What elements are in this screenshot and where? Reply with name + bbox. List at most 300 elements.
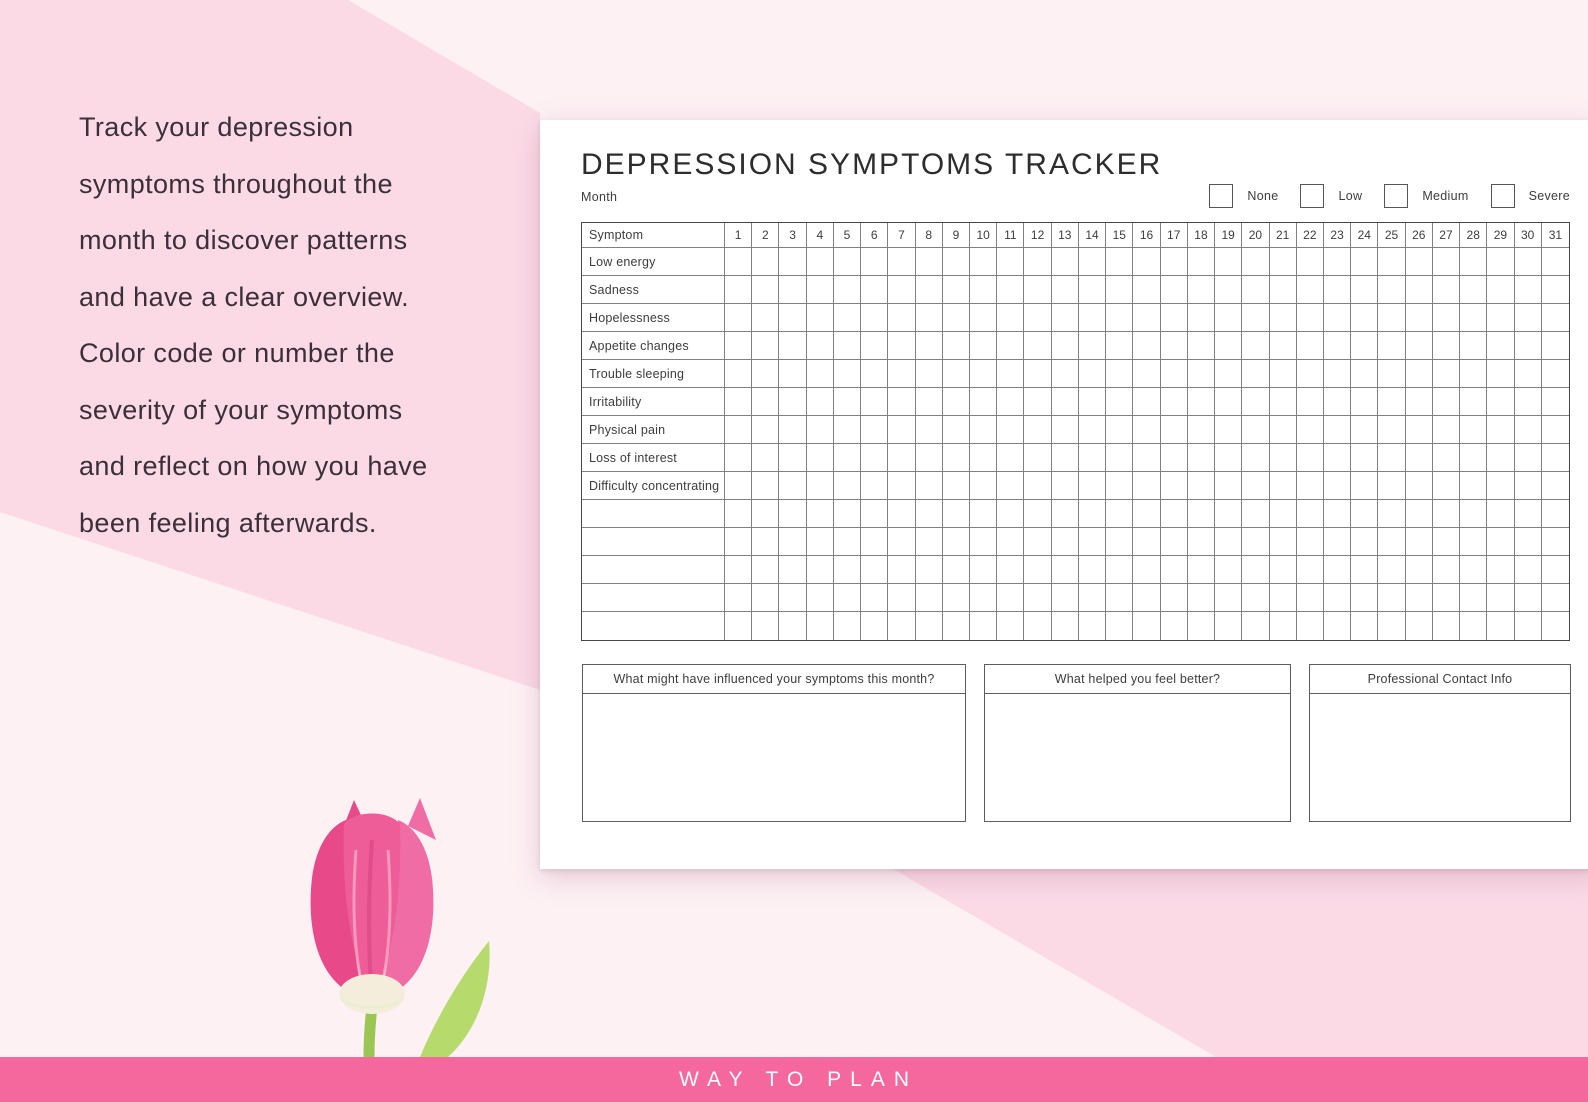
day-cell[interactable]: [1297, 584, 1324, 612]
day-cell[interactable]: [1487, 584, 1514, 612]
day-cell[interactable]: [1297, 332, 1324, 360]
symptom-row-label-empty[interactable]: [582, 556, 725, 584]
day-cell[interactable]: [916, 332, 943, 360]
day-cell[interactable]: [970, 500, 997, 528]
day-cell[interactable]: [1270, 444, 1297, 472]
day-cell[interactable]: [1270, 276, 1297, 304]
day-cell[interactable]: [834, 528, 861, 556]
day-cell[interactable]: [1460, 360, 1487, 388]
day-cell[interactable]: [807, 248, 834, 276]
day-cell[interactable]: [1378, 360, 1405, 388]
day-cell[interactable]: [1188, 304, 1215, 332]
day-cell[interactable]: [943, 500, 970, 528]
day-cell[interactable]: [997, 472, 1024, 500]
day-cell[interactable]: [725, 332, 752, 360]
day-cell[interactable]: [1487, 528, 1514, 556]
day-cell[interactable]: [1433, 248, 1460, 276]
day-cell[interactable]: [752, 360, 779, 388]
day-cell[interactable]: [1542, 444, 1569, 472]
day-cell[interactable]: [1052, 304, 1079, 332]
day-cell[interactable]: [1324, 500, 1351, 528]
day-cell[interactable]: [997, 416, 1024, 444]
day-cell[interactable]: [1515, 444, 1542, 472]
day-cell[interactable]: [1515, 500, 1542, 528]
day-cell[interactable]: [997, 304, 1024, 332]
day-cell[interactable]: [1406, 332, 1433, 360]
day-cell[interactable]: [1242, 276, 1269, 304]
day-cell[interactable]: [752, 556, 779, 584]
day-cell[interactable]: [1052, 500, 1079, 528]
day-cell[interactable]: [1324, 388, 1351, 416]
day-cell[interactable]: [1270, 612, 1297, 640]
day-cell[interactable]: [1406, 304, 1433, 332]
day-cell[interactable]: [1079, 584, 1106, 612]
day-cell[interactable]: [1024, 556, 1051, 584]
day-cell[interactable]: [1542, 360, 1569, 388]
day-cell[interactable]: [1270, 304, 1297, 332]
day-cell[interactable]: [1406, 360, 1433, 388]
day-cell[interactable]: [1542, 388, 1569, 416]
day-cell[interactable]: [1133, 472, 1160, 500]
day-cell[interactable]: [725, 500, 752, 528]
day-cell[interactable]: [1024, 388, 1051, 416]
day-cell[interactable]: [1297, 444, 1324, 472]
day-cell[interactable]: [943, 584, 970, 612]
day-cell[interactable]: [888, 360, 915, 388]
day-cell[interactable]: [1351, 360, 1378, 388]
day-cell[interactable]: [779, 360, 806, 388]
day-cell[interactable]: [1515, 528, 1542, 556]
day-cell[interactable]: [779, 556, 806, 584]
day-cell[interactable]: [752, 500, 779, 528]
day-cell[interactable]: [779, 528, 806, 556]
day-cell[interactable]: [752, 584, 779, 612]
day-cell[interactable]: [834, 584, 861, 612]
day-cell[interactable]: [1515, 584, 1542, 612]
day-cell[interactable]: [1542, 304, 1569, 332]
day-cell[interactable]: [807, 556, 834, 584]
day-cell[interactable]: [807, 500, 834, 528]
day-cell[interactable]: [861, 416, 888, 444]
day-cell[interactable]: [1079, 416, 1106, 444]
day-cell[interactable]: [1487, 360, 1514, 388]
day-cell[interactable]: [1460, 416, 1487, 444]
day-cell[interactable]: [861, 332, 888, 360]
day-cell[interactable]: [861, 584, 888, 612]
day-cell[interactable]: [1297, 248, 1324, 276]
day-cell[interactable]: [1433, 416, 1460, 444]
day-cell[interactable]: [1406, 528, 1433, 556]
day-cell[interactable]: [970, 556, 997, 584]
day-cell[interactable]: [1542, 556, 1569, 584]
symptom-row-label-empty[interactable]: [582, 528, 725, 556]
day-cell[interactable]: [1542, 584, 1569, 612]
day-cell[interactable]: [1024, 584, 1051, 612]
day-cell[interactable]: [1215, 248, 1242, 276]
day-cell[interactable]: [1161, 584, 1188, 612]
day-cell[interactable]: [1406, 612, 1433, 640]
day-cell[interactable]: [888, 416, 915, 444]
severity-checkbox-none[interactable]: [1209, 184, 1233, 208]
day-cell[interactable]: [1460, 248, 1487, 276]
day-cell[interactable]: [1024, 248, 1051, 276]
day-cell[interactable]: [1515, 332, 1542, 360]
notes-writing-area[interactable]: [583, 694, 965, 822]
severity-checkbox-low[interactable]: [1300, 184, 1324, 208]
day-cell[interactable]: [1487, 500, 1514, 528]
day-cell[interactable]: [807, 472, 834, 500]
day-cell[interactable]: [1106, 472, 1133, 500]
day-cell[interactable]: [970, 276, 997, 304]
day-cell[interactable]: [1215, 416, 1242, 444]
day-cell[interactable]: [807, 332, 834, 360]
day-cell[interactable]: [1188, 360, 1215, 388]
day-cell[interactable]: [1351, 584, 1378, 612]
day-cell[interactable]: [1052, 472, 1079, 500]
day-cell[interactable]: [1052, 444, 1079, 472]
day-cell[interactable]: [861, 444, 888, 472]
day-cell[interactable]: [943, 276, 970, 304]
day-cell[interactable]: [1515, 276, 1542, 304]
day-cell[interactable]: [1515, 388, 1542, 416]
notes-writing-area[interactable]: [1310, 694, 1570, 822]
day-cell[interactable]: [997, 276, 1024, 304]
day-cell[interactable]: [888, 556, 915, 584]
day-cell[interactable]: [1133, 584, 1160, 612]
day-cell[interactable]: [1215, 304, 1242, 332]
day-cell[interactable]: [1297, 500, 1324, 528]
day-cell[interactable]: [1515, 360, 1542, 388]
day-cell[interactable]: [1515, 556, 1542, 584]
day-cell[interactable]: [861, 388, 888, 416]
day-cell[interactable]: [943, 612, 970, 640]
day-cell[interactable]: [861, 276, 888, 304]
day-cell[interactable]: [1133, 360, 1160, 388]
day-cell[interactable]: [1542, 528, 1569, 556]
day-cell[interactable]: [1024, 360, 1051, 388]
day-cell[interactable]: [1052, 528, 1079, 556]
day-cell[interactable]: [1161, 556, 1188, 584]
day-cell[interactable]: [916, 528, 943, 556]
day-cell[interactable]: [834, 360, 861, 388]
day-cell[interactable]: [1188, 556, 1215, 584]
day-cell[interactable]: [1242, 388, 1269, 416]
day-cell[interactable]: [1161, 332, 1188, 360]
day-cell[interactable]: [997, 584, 1024, 612]
day-cell[interactable]: [888, 612, 915, 640]
day-cell[interactable]: [1406, 444, 1433, 472]
day-cell[interactable]: [1351, 612, 1378, 640]
day-cell[interactable]: [834, 556, 861, 584]
day-cell[interactable]: [970, 444, 997, 472]
day-cell[interactable]: [725, 444, 752, 472]
day-cell[interactable]: [1270, 556, 1297, 584]
day-cell[interactable]: [1378, 444, 1405, 472]
day-cell[interactable]: [1324, 304, 1351, 332]
day-cell[interactable]: [1351, 556, 1378, 584]
day-cell[interactable]: [1542, 612, 1569, 640]
day-cell[interactable]: [1242, 528, 1269, 556]
day-cell[interactable]: [1433, 472, 1460, 500]
day-cell[interactable]: [1079, 444, 1106, 472]
day-cell[interactable]: [1215, 360, 1242, 388]
day-cell[interactable]: [1242, 584, 1269, 612]
day-cell[interactable]: [1378, 472, 1405, 500]
day-cell[interactable]: [861, 472, 888, 500]
day-cell[interactable]: [834, 304, 861, 332]
day-cell[interactable]: [834, 276, 861, 304]
day-cell[interactable]: [888, 276, 915, 304]
day-cell[interactable]: [970, 388, 997, 416]
day-cell[interactable]: [1133, 612, 1160, 640]
day-cell[interactable]: [1351, 248, 1378, 276]
day-cell[interactable]: [861, 248, 888, 276]
day-cell[interactable]: [1106, 500, 1133, 528]
day-cell[interactable]: [834, 416, 861, 444]
day-cell[interactable]: [1188, 332, 1215, 360]
day-cell[interactable]: [1215, 500, 1242, 528]
day-cell[interactable]: [1052, 556, 1079, 584]
day-cell[interactable]: [725, 248, 752, 276]
day-cell[interactable]: [997, 500, 1024, 528]
day-cell[interactable]: [1079, 472, 1106, 500]
day-cell[interactable]: [970, 416, 997, 444]
day-cell[interactable]: [779, 612, 806, 640]
day-cell[interactable]: [779, 304, 806, 332]
day-cell[interactable]: [943, 360, 970, 388]
day-cell[interactable]: [1215, 472, 1242, 500]
day-cell[interactable]: [1378, 332, 1405, 360]
day-cell[interactable]: [916, 388, 943, 416]
day-cell[interactable]: [1460, 584, 1487, 612]
day-cell[interactable]: [752, 332, 779, 360]
day-cell[interactable]: [1242, 360, 1269, 388]
day-cell[interactable]: [752, 416, 779, 444]
day-cell[interactable]: [1242, 500, 1269, 528]
day-cell[interactable]: [1542, 276, 1569, 304]
day-cell[interactable]: [1079, 360, 1106, 388]
day-cell[interactable]: [779, 584, 806, 612]
day-cell[interactable]: [916, 612, 943, 640]
day-cell[interactable]: [1161, 304, 1188, 332]
day-cell[interactable]: [1242, 612, 1269, 640]
day-cell[interactable]: [1270, 332, 1297, 360]
day-cell[interactable]: [725, 556, 752, 584]
day-cell[interactable]: [1324, 360, 1351, 388]
day-cell[interactable]: [888, 304, 915, 332]
day-cell[interactable]: [1188, 528, 1215, 556]
day-cell[interactable]: [1324, 416, 1351, 444]
day-cell[interactable]: [807, 612, 834, 640]
day-cell[interactable]: [1079, 612, 1106, 640]
day-cell[interactable]: [1106, 304, 1133, 332]
day-cell[interactable]: [1270, 584, 1297, 612]
day-cell[interactable]: [1297, 528, 1324, 556]
day-cell[interactable]: [779, 276, 806, 304]
day-cell[interactable]: [1515, 472, 1542, 500]
day-cell[interactable]: [1406, 584, 1433, 612]
day-cell[interactable]: [1242, 416, 1269, 444]
day-cell[interactable]: [1297, 388, 1324, 416]
day-cell[interactable]: [943, 304, 970, 332]
day-cell[interactable]: [725, 472, 752, 500]
day-cell[interactable]: [1161, 388, 1188, 416]
day-cell[interactable]: [1188, 444, 1215, 472]
day-cell[interactable]: [752, 612, 779, 640]
day-cell[interactable]: [1161, 276, 1188, 304]
day-cell[interactable]: [1079, 276, 1106, 304]
day-cell[interactable]: [725, 276, 752, 304]
day-cell[interactable]: [1351, 276, 1378, 304]
severity-checkbox-severe[interactable]: [1491, 184, 1515, 208]
day-cell[interactable]: [1188, 612, 1215, 640]
day-cell[interactable]: [1324, 444, 1351, 472]
day-cell[interactable]: [861, 528, 888, 556]
day-cell[interactable]: [970, 332, 997, 360]
day-cell[interactable]: [834, 612, 861, 640]
day-cell[interactable]: [1242, 332, 1269, 360]
notes-writing-area[interactable]: [985, 694, 1290, 822]
day-cell[interactable]: [752, 304, 779, 332]
day-cell[interactable]: [1378, 612, 1405, 640]
day-cell[interactable]: [1188, 276, 1215, 304]
day-cell[interactable]: [1542, 332, 1569, 360]
day-cell[interactable]: [1024, 276, 1051, 304]
day-cell[interactable]: [1161, 360, 1188, 388]
day-cell[interactable]: [1188, 416, 1215, 444]
day-cell[interactable]: [997, 444, 1024, 472]
day-cell[interactable]: [1188, 584, 1215, 612]
day-cell[interactable]: [1270, 472, 1297, 500]
day-cell[interactable]: [1324, 528, 1351, 556]
day-cell[interactable]: [997, 528, 1024, 556]
day-cell[interactable]: [1297, 360, 1324, 388]
day-cell[interactable]: [1460, 388, 1487, 416]
day-cell[interactable]: [1161, 248, 1188, 276]
day-cell[interactable]: [1297, 556, 1324, 584]
day-cell[interactable]: [1215, 584, 1242, 612]
day-cell[interactable]: [1460, 276, 1487, 304]
day-cell[interactable]: [943, 472, 970, 500]
day-cell[interactable]: [1487, 248, 1514, 276]
day-cell[interactable]: [1460, 500, 1487, 528]
day-cell[interactable]: [1406, 388, 1433, 416]
day-cell[interactable]: [1133, 556, 1160, 584]
day-cell[interactable]: [1542, 472, 1569, 500]
day-cell[interactable]: [752, 472, 779, 500]
day-cell[interactable]: [916, 556, 943, 584]
day-cell[interactable]: [916, 584, 943, 612]
day-cell[interactable]: [752, 388, 779, 416]
day-cell[interactable]: [725, 304, 752, 332]
day-cell[interactable]: [1270, 528, 1297, 556]
day-cell[interactable]: [752, 528, 779, 556]
day-cell[interactable]: [1188, 472, 1215, 500]
day-cell[interactable]: [779, 332, 806, 360]
day-cell[interactable]: [1106, 360, 1133, 388]
day-cell[interactable]: [1351, 528, 1378, 556]
day-cell[interactable]: [916, 472, 943, 500]
day-cell[interactable]: [834, 248, 861, 276]
day-cell[interactable]: [807, 444, 834, 472]
day-cell[interactable]: [1079, 388, 1106, 416]
day-cell[interactable]: [1406, 472, 1433, 500]
day-cell[interactable]: [1215, 388, 1242, 416]
symptom-row-label-empty[interactable]: [582, 612, 725, 640]
day-cell[interactable]: [888, 584, 915, 612]
day-cell[interactable]: [834, 332, 861, 360]
day-cell[interactable]: [1487, 304, 1514, 332]
day-cell[interactable]: [1024, 416, 1051, 444]
day-cell[interactable]: [1024, 472, 1051, 500]
day-cell[interactable]: [1487, 276, 1514, 304]
day-cell[interactable]: [1215, 332, 1242, 360]
day-cell[interactable]: [1052, 584, 1079, 612]
day-cell[interactable]: [1433, 388, 1460, 416]
day-cell[interactable]: [861, 304, 888, 332]
day-cell[interactable]: [1324, 276, 1351, 304]
day-cell[interactable]: [1460, 304, 1487, 332]
day-cell[interactable]: [1133, 276, 1160, 304]
day-cell[interactable]: [1024, 500, 1051, 528]
day-cell[interactable]: [725, 528, 752, 556]
day-cell[interactable]: [1460, 612, 1487, 640]
day-cell[interactable]: [1052, 360, 1079, 388]
day-cell[interactable]: [1079, 304, 1106, 332]
day-cell[interactable]: [834, 500, 861, 528]
day-cell[interactable]: [1188, 388, 1215, 416]
day-cell[interactable]: [1351, 304, 1378, 332]
day-cell[interactable]: [1515, 248, 1542, 276]
day-cell[interactable]: [807, 416, 834, 444]
day-cell[interactable]: [1215, 528, 1242, 556]
day-cell[interactable]: [1133, 444, 1160, 472]
day-cell[interactable]: [1079, 528, 1106, 556]
day-cell[interactable]: [1515, 304, 1542, 332]
day-cell[interactable]: [1215, 444, 1242, 472]
day-cell[interactable]: [1242, 304, 1269, 332]
day-cell[interactable]: [1378, 276, 1405, 304]
day-cell[interactable]: [807, 360, 834, 388]
day-cell[interactable]: [1024, 528, 1051, 556]
day-cell[interactable]: [1133, 332, 1160, 360]
day-cell[interactable]: [1406, 276, 1433, 304]
day-cell[interactable]: [1106, 388, 1133, 416]
day-cell[interactable]: [834, 388, 861, 416]
day-cell[interactable]: [943, 332, 970, 360]
day-cell[interactable]: [752, 248, 779, 276]
day-cell[interactable]: [1133, 500, 1160, 528]
symptom-row-label-empty[interactable]: [582, 500, 725, 528]
day-cell[interactable]: [1242, 248, 1269, 276]
day-cell[interactable]: [943, 528, 970, 556]
day-cell[interactable]: [1133, 388, 1160, 416]
day-cell[interactable]: [1052, 416, 1079, 444]
day-cell[interactable]: [752, 276, 779, 304]
day-cell[interactable]: [1079, 500, 1106, 528]
day-cell[interactable]: [1106, 556, 1133, 584]
day-cell[interactable]: [1215, 556, 1242, 584]
day-cell[interactable]: [1351, 444, 1378, 472]
day-cell[interactable]: [1297, 416, 1324, 444]
day-cell[interactable]: [1242, 444, 1269, 472]
day-cell[interactable]: [1460, 444, 1487, 472]
day-cell[interactable]: [1079, 248, 1106, 276]
day-cell[interactable]: [861, 360, 888, 388]
day-cell[interactable]: [970, 528, 997, 556]
day-cell[interactable]: [1460, 472, 1487, 500]
day-cell[interactable]: [1297, 276, 1324, 304]
